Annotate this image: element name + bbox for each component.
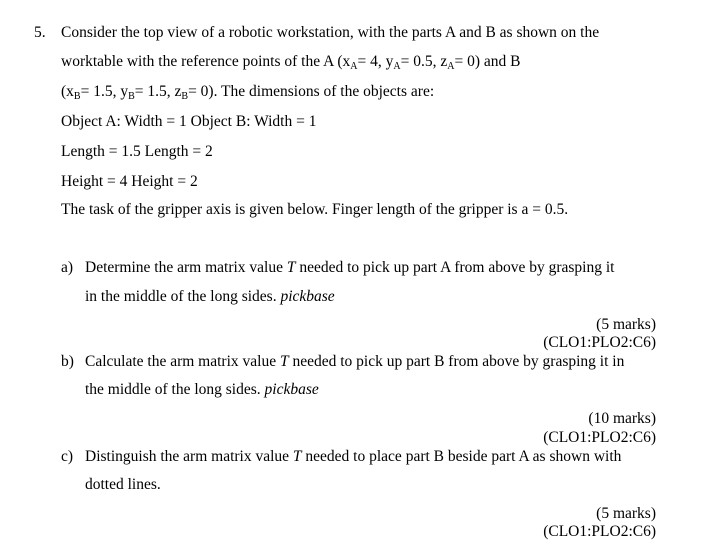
part-a-marks: (5 marks) <box>596 316 656 333</box>
part-b-line-2 <box>85 380 319 400</box>
part-a-clo: (CLO1:PLO2:C6) <box>543 334 656 351</box>
part-c-marks: (5 marks) <box>596 505 656 522</box>
part-c-line-1 <box>85 447 621 467</box>
intro-line-3-text-a: (x <box>61 83 74 100</box>
matrix-t-symbol: T <box>286 259 296 276</box>
part-b-marks: (10 marks) <box>588 410 656 427</box>
part-c-text-2: needed to place part B beside part A as shown with <box>301 448 622 465</box>
dimensions-height: Height = 4 Height = 2 <box>61 173 198 190</box>
part-a-text-2: needed to pick up part A from above by grasping it <box>295 259 615 276</box>
subscript-a: A <box>447 61 455 72</box>
part-c-text-3: dotted lines. <box>85 476 161 493</box>
subscript-b: B <box>181 91 189 102</box>
intro-line-3-z-eq: = 0). The dimensions of the objects are: <box>188 83 435 100</box>
dimensions-width: Object A: Width = 1 Object B: Width = 1 <box>61 113 317 130</box>
matrix-t-symbol: T <box>292 448 302 465</box>
intro-line-2-text-a: worktable with the reference points of the A (x <box>61 53 351 70</box>
part-a-line-2 <box>85 287 335 307</box>
task-description: The task of the gripper axis is given below. Finger length of the gripper is a = 0.5. <box>61 201 569 218</box>
question-intro-line-1: Consider the top view of a robotic workstation, with the parts A and B as shown on the <box>61 24 600 41</box>
question-number: 5. <box>34 24 46 41</box>
matrix-t-symbol: T <box>279 353 289 370</box>
subscript-b: B <box>128 91 135 102</box>
intro-line-2-y-eq: = 0.5, z <box>400 53 448 70</box>
part-a-text-3: in the middle of the long sides. <box>85 288 281 305</box>
part-b-text-2: needed to pick up part B from above by grasping it in <box>288 353 625 370</box>
subscript-a: A <box>350 61 358 72</box>
part-c-line-2 <box>85 475 161 495</box>
part-b-clo: (CLO1:PLO2:C6) <box>543 429 656 446</box>
part-c-label: c) <box>61 448 74 465</box>
question-intro-line-2 <box>61 52 520 72</box>
intro-line-3-x-eq: = 1.5, y <box>80 83 129 100</box>
part-b-text-3: the middle of the long sides. <box>85 381 265 398</box>
part-a-pickbase: pickbase <box>280 288 335 305</box>
part-b-line-1 <box>85 352 624 372</box>
part-c-text-1: Distinguish the arm matrix value <box>85 448 293 465</box>
intro-line-3-y-eq: = 1.5, z <box>134 83 182 100</box>
part-b-label: b) <box>61 353 74 370</box>
part-a-label: a) <box>61 259 74 276</box>
part-b-text-1: Calculate the arm matrix value <box>85 353 280 370</box>
subscript-a: A <box>393 61 401 72</box>
dimensions-length: Length = 1.5 Length = 2 <box>61 143 213 160</box>
intro-line-2-x-eq: = 4, y <box>357 53 394 70</box>
part-b-pickbase: pickbase <box>264 381 319 398</box>
question-intro-line-3 <box>61 82 434 102</box>
part-a-text-1: Determine the arm matrix value <box>85 259 287 276</box>
intro-line-2-z-eq: = 0) and B <box>454 53 521 70</box>
part-a-line-1 <box>85 258 614 278</box>
part-c-clo: (CLO1:PLO2:C6) <box>543 523 656 540</box>
subscript-b: B <box>73 91 81 102</box>
